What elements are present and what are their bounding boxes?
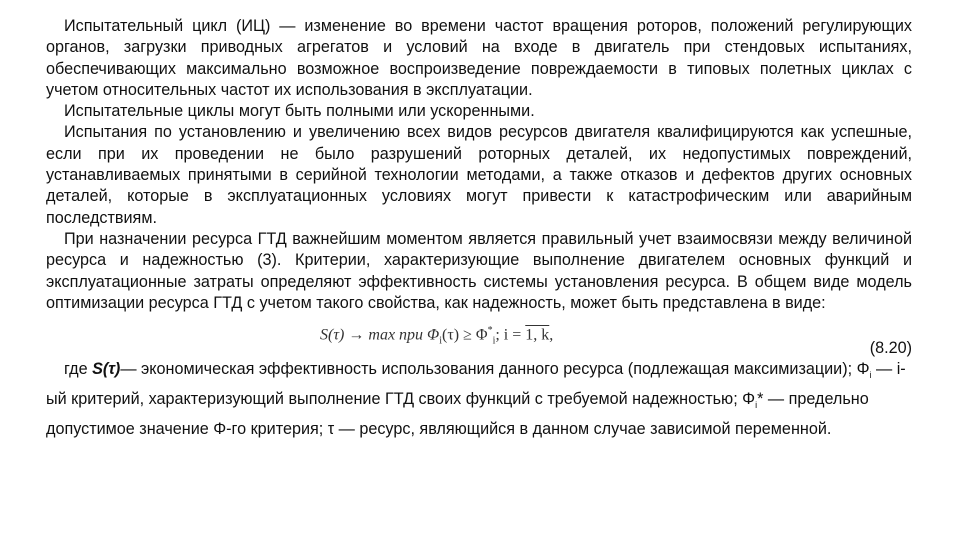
document-page [46,16,912,441]
formula-definitions [46,358,912,441]
paragraph-test-success-criteria: Испытания по установлению и увеличению всех видов ресурсов двигателя квалифицируются как успешные, если при их проведении не было разрушений роторных деталей, их недопустимых повреждений, устанавливаемых принятыми в серийной технологии методами, а также отказов и дефектов других основных деталей, которые в эксплуатационных условиях могут привести к катастрофическим или аварийным последствиям. [46,123,912,227]
formula-end: , [549,326,554,344]
formula-star-sub: i [492,335,496,347]
paragraph-test-cycle-types: Испытательные циклы могут быть полными или ускоренными. [64,102,535,121]
equation-number: (8.20) [869,339,912,358]
definitions-phi-star-text: * — предельно допустимое значение Φ-го критерия; τ — ресурс, являющийся в данном случае зависимой переменной. [46,389,869,438]
definitions-phi-star-sub: i [755,400,758,411]
definitions-phi-sub: i [869,370,872,381]
formula-sub-i: i [439,335,442,347]
definitions-s-text: — экономическая эффективность использования данного ресурса (подлежащая максимизации); Φ [120,360,870,379]
optimization-formula [320,320,553,352]
paragraph-test-cycle-definition: Испытательный цикл (ИЦ) — изменение во времени частот вращения роторов, положений регулирующих органов, загрузки приводных агрегатов и условий на входе в двигатель при стендовых испытаниях, обеспечивающих максимально возможное воспроизведение повреждаемости в типовых полетных циклах с учетом относительных частот их использования в эксплуатации. [46,17,912,99]
formula-range: 1, k [525,326,550,344]
formula-row [46,316,912,358]
formula-arg: (τ) ≥ Φ [442,326,488,344]
definitions-where: где [64,360,93,379]
definitions-phi-text: — i-ый критерий, характеризующий выполнение ГТД своих функций с требуемой надежностью; Φ [46,360,906,408]
paragraph-resource-optimization: При назначении ресурса ГТД важнейшим моментом является правильный учет взаимосвязи между величиной ресурса и надежностью (3). Критерии, характеризующие выполнение двигателем основных функций и эксплуатационные затраты определяют эффективность системы установления ресурса. В общем виде модель оптимизации ресурса ГТД с учетом такого свойства, как надежность, может быть представлена в виде: [46,229,912,312]
definitions-s-symbol: S(τ) [92,360,121,379]
formula-star: * [487,325,493,337]
formula-sep: ; i = [495,326,526,344]
formula-lhs: S(τ) → max при Φ [320,326,440,344]
